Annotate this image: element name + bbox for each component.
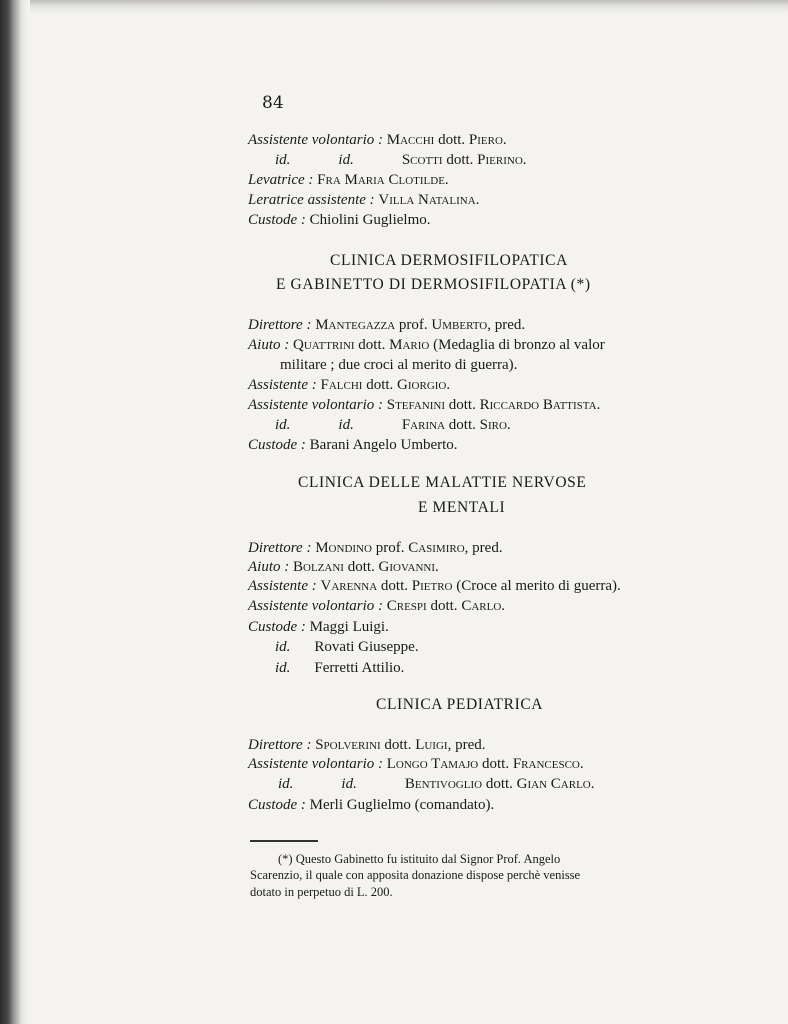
entry-assistente: Assistente : Falchi dott. Giorgio. (248, 377, 451, 393)
entry-aiuto: Aiuto : Quattrini dott. Mario (Medaglia di bronzo al valor (248, 337, 605, 353)
entry-id: id. id. Farina dott. Siro. (275, 417, 511, 433)
footnote-line-3: dotato in perpetuo di L. 200. (250, 885, 393, 899)
entry-assistente-volontario: Assistente volontario : Longo Tamajo dott. Francesco. (248, 756, 584, 772)
entry-custode: Custode : Merli Guglielmo (comandato). (248, 797, 495, 813)
entry-id: id. id. Scotti dott. Pierino. (275, 152, 527, 168)
entry-custode: Custode : Maggi Luigi. (248, 619, 389, 635)
section-heading-dermosifilopatica: CLINICA DERMOSIFILOPATICA (330, 252, 568, 269)
entry-assistente-volontario: Assistente volontario : Stefanini dott. Riccardo Battista. (248, 397, 601, 413)
entry-levatrice-assistente: Leratrice assistente : Villa Natalina. (248, 192, 480, 208)
section-subheading-gabinetto: E GABINETTO DI DERMOSIFILOPATIA (*) (276, 276, 591, 293)
entry-id: id. Rovati Giuseppe. (275, 639, 419, 655)
page-top-edge (30, 0, 788, 14)
entry-aiuto: Aiuto : Bolzani dott. Giovanni. (248, 559, 439, 575)
footnote-rule (250, 840, 318, 842)
entry-id: id. id. Bentivoglio dott. Gian Carlo. (278, 776, 595, 792)
entry-assistente-volontario: Assistente volontario : Crespi dott. Carlo. (248, 598, 506, 614)
entry-id: id. Ferretti Attilio. (275, 660, 405, 676)
page-number: 84 (262, 93, 284, 113)
entry-direttore: Direttore : Mondino prof. Casimiro, pred. (248, 540, 503, 556)
entry-aiuto-continuation: militare ; due croci al merito di guerra). (280, 357, 518, 373)
entry-direttore: Direttore : Spolverini dott. Luigi, pred. (248, 737, 486, 753)
entry-custode: Custode : Chiolini Guglielmo. (248, 212, 431, 228)
section-heading-pediatrica: CLINICA PEDIATRICA (376, 696, 544, 713)
entry-direttore: Direttore : Mantegazza prof. Umberto, pred. (248, 317, 526, 333)
section-subheading-mentali: E MENTALI (418, 499, 506, 516)
entry-assistente: Assistente : Varenna dott. Pietro (Croce al merito di guerra). (248, 578, 621, 594)
book-binding-edge (0, 0, 28, 1024)
entry-assistente-volontario: Assistente volontario : Macchi dott. Piero. (248, 132, 507, 148)
section-heading-malattie-nervose: CLINICA DELLE MALATTIE NERVOSE (298, 474, 587, 491)
footnote-line-1: (*) Questo Gabinetto fu istituito dal Signor Prof. Angelo (278, 852, 561, 866)
entry-levatrice: Levatrice : Fra Maria Clotilde. (248, 172, 449, 188)
footnote-line-2: Scarenzio, il quale con apposita donazione dispose perchè venisse (250, 868, 581, 882)
entry-custode: Custode : Barani Angelo Umberto. (248, 437, 458, 453)
